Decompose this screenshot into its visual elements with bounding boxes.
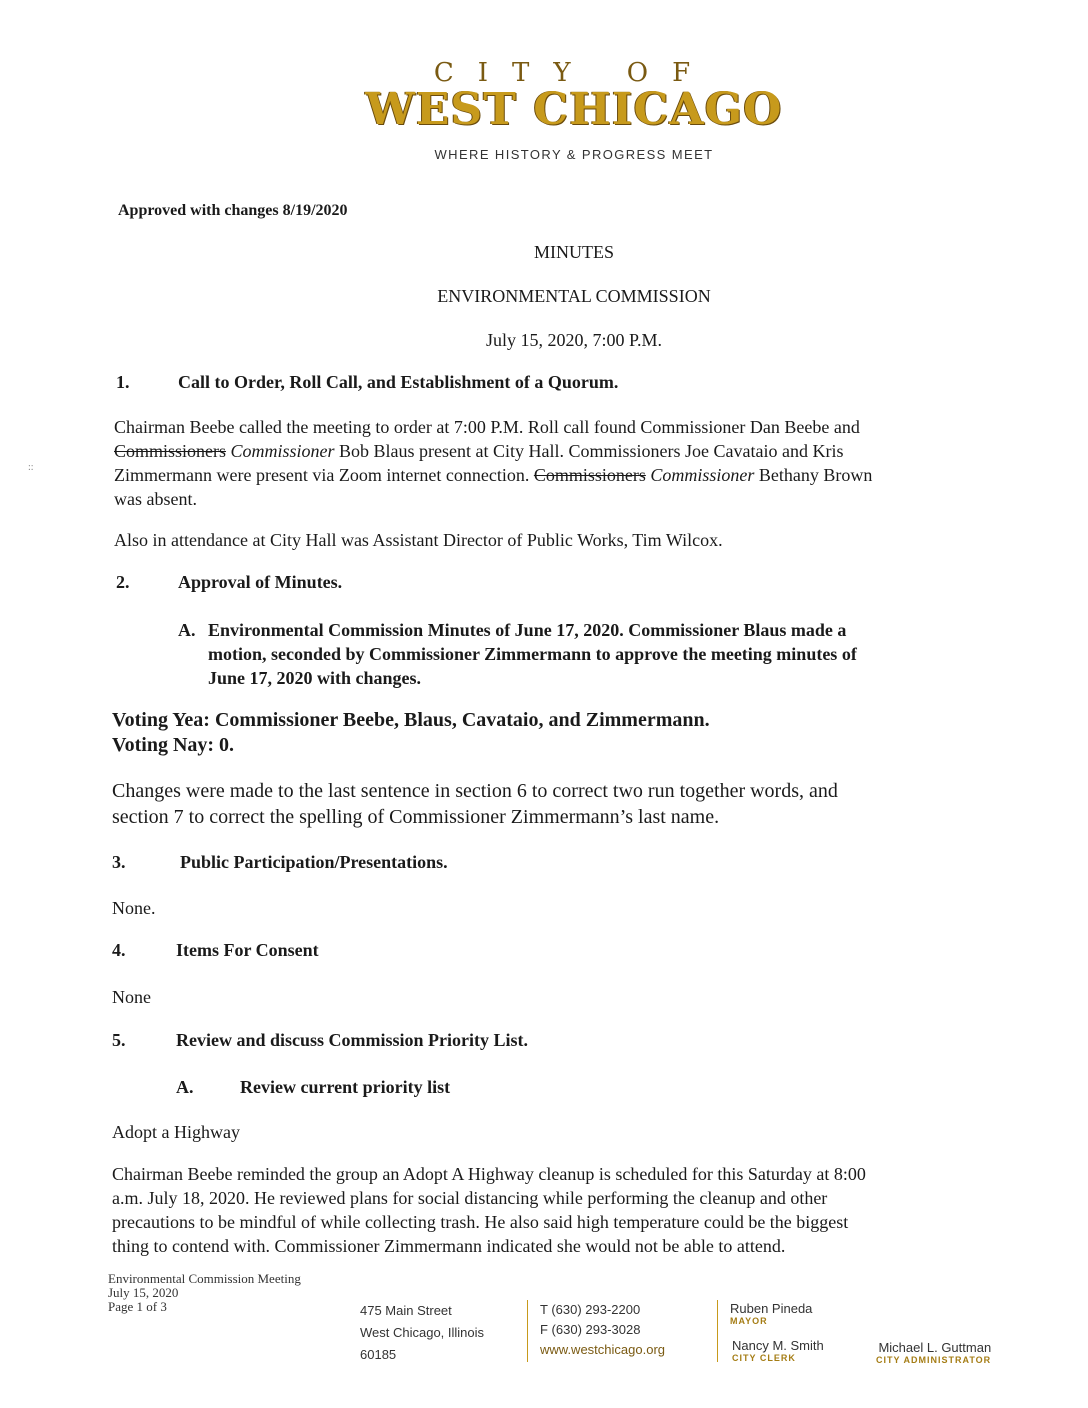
letterhead-city-name: WEST CHICAGO: [365, 84, 783, 135]
mayor-role: MAYOR: [730, 1316, 768, 1326]
section-2a-label: A.: [178, 620, 196, 640]
footer-contact: [540, 1300, 665, 1360]
section-1-attendance: Also in attendance at City Hall was Assistant Director of Public Works, Tim Wilcox.: [114, 530, 723, 550]
s1-strike-2: Commissioners: [533, 465, 646, 485]
footer-meeting-date: July 15, 2020: [108, 1285, 179, 1300]
footer-meeting-name: Environmental Commission Meeting: [108, 1271, 301, 1286]
mayor-name: Ruben Pineda: [730, 1301, 813, 1316]
section-5a-label: A.: [176, 1077, 194, 1097]
s1-text-a: Chairman Beebe called the meeting to order at 7:00 P.M. Roll call found Commissioner Dan Beebe and: [114, 417, 860, 437]
section-3-body: None.: [112, 898, 156, 918]
s1-text-b: Bob Blaus present at City Hall. Commissioners Joe Cavataio and Kris: [339, 441, 844, 461]
footer-address-city: West Chicago, Illinois: [360, 1325, 485, 1340]
section-1-number: 1.: [116, 372, 130, 392]
section-2a-text: [208, 618, 968, 690]
s5-line-2: a.m. July 18, 2020. He reviewed plans for social distancing while performing the cleanup and other: [112, 1188, 828, 1208]
footer-phone: T (630) 293-2200: [540, 1302, 641, 1317]
footer-divider-2: [717, 1300, 718, 1362]
footer-meeting-info: [108, 1272, 301, 1314]
changes-line-2: section 7 to correct the spelling of Commissioner Zimmermann’s last name.: [112, 806, 720, 828]
section-5-number: 5.: [112, 1030, 126, 1050]
section-3-title: Public Participation/Presentations.: [180, 852, 448, 872]
s5-line-1: Chairman Beebe reminded the group an Adopt A Highway cleanup is scheduled for this Saturday at 8:00: [112, 1164, 866, 1184]
s1-text-e: was absent.: [114, 489, 197, 509]
footer-address-street: 475 Main Street: [360, 1303, 452, 1318]
clerk-name: Nancy M. Smith: [732, 1338, 824, 1353]
section-3-number: 3.: [112, 852, 126, 872]
changes-line-1: Changes were made to the last sentence in section 6 to correct two run together words, and: [112, 780, 838, 802]
vote-yea: Voting Yea: Commissioner Beebe, Blaus, Cavataio, and Zimmermann.: [112, 709, 710, 731]
approval-note: Approved with changes 8/19/2020: [118, 202, 348, 219]
section-1-paragraph: [114, 415, 954, 511]
topic-adopt-a-highway: Adopt a Highway: [112, 1122, 240, 1142]
administrator-name: Michael L. Guttman: [878, 1340, 992, 1355]
footer-clerk: [732, 1338, 824, 1363]
doc-title: MINUTES: [534, 242, 614, 262]
letterhead-city-of: CITY OF: [433, 58, 715, 88]
vote-nay: Voting Nay: 0.: [112, 734, 235, 756]
section-2-number: 2.: [116, 572, 130, 592]
footer-address-zip: 60185: [360, 1347, 397, 1362]
footer-website-link[interactable]: www.westchicago.org: [540, 1342, 665, 1357]
footer-page-number: Page 1 of 3: [108, 1299, 167, 1314]
administrator-role: CITY ADMINISTRATOR: [876, 1355, 992, 1365]
footer-divider-1: [527, 1300, 528, 1362]
s1-strike-1: Commissioners: [114, 441, 227, 461]
s5-line-3: precautions to be mindful of while collecting trash. He also said high temperature could be the biggest: [112, 1212, 849, 1232]
footer-mayor: [730, 1301, 812, 1326]
section-4-title: Items For Consent: [176, 940, 319, 960]
section-2-title: Approval of Minutes.: [178, 572, 343, 592]
section-4-number: 4.: [112, 940, 126, 960]
scan-mark: ::: [28, 462, 34, 473]
s1-insert-2: Commissioner: [650, 465, 755, 485]
s1-text-d: Bethany Brown: [758, 465, 873, 485]
footer-administrator: [876, 1340, 991, 1365]
footer-address: [360, 1300, 484, 1366]
clerk-role: CITY CLERK: [732, 1353, 796, 1363]
section-4-body: None: [112, 987, 151, 1007]
section-5-title: Review and discuss Commission Priority List.: [176, 1030, 529, 1050]
doc-datetime: July 15, 2020, 7:00 P.M.: [485, 330, 663, 350]
s5-line-4: thing to contend with. Commissioner Zimmermann indicated she would not be able to attend.: [112, 1236, 786, 1256]
s1-text-c: Zimmermann were present via Zoom internet connection.: [114, 465, 530, 485]
footer-fax: F (630) 293-3028: [540, 1322, 641, 1337]
section-5a-title: Review current priority list: [240, 1077, 451, 1097]
s2a-line-3: June 17, 2020 with changes.: [208, 668, 422, 688]
adopt-highway-paragraph: [112, 1162, 992, 1258]
s2a-line-1: Environmental Commission Minutes of June 17, 2020. Commissioner Blaus made a: [208, 620, 847, 640]
changes-note: [112, 778, 838, 830]
s2a-line-2: motion, seconded by Commissioner Zimmermann to approve the meeting minutes of: [208, 644, 857, 664]
letterhead-tagline: WHERE HISTORY & PROGRESS MEET: [434, 147, 714, 162]
doc-body-name: ENVIRONMENTAL COMMISSION: [437, 286, 711, 306]
s1-insert-1: Commissioner: [230, 441, 335, 461]
section-1-title: Call to Order, Roll Call, and Establishment of a Quorum.: [178, 372, 619, 392]
